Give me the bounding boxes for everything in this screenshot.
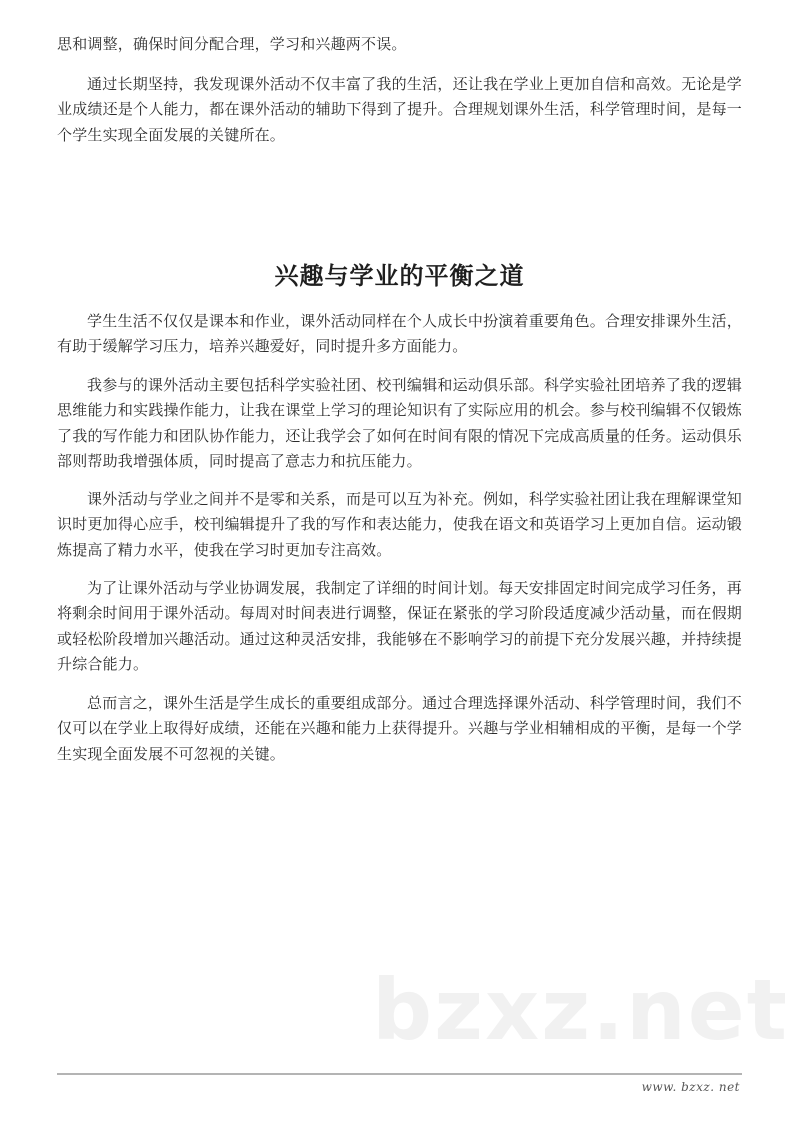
footer-divider	[57, 1073, 742, 1075]
article-paragraph-4: 为了让课外活动与学业协调发展，我制定了详细的时间计划。每天安排固定时间完成学习任务，再将剩余时间用于课外活动。每周对时间表进行调整，保证在紧张的学习阶段适度减少活动量，而在假期或轻松阶段增加兴趣活动。通过这种灵活安排，我能够在不影响学习的前提下充分发展兴趣，并持续提升综合能力。	[57, 579, 742, 673]
article-paragraph-1: 学生生活不仅仅是课本和作业，课外活动同样在个人成长中扮演着重要角色。合理安排课外生活，有助于缓解学习压力，培养兴趣爱好，同时提升多方面能力。	[57, 312, 742, 356]
continuation-paragraph-2: 通过长期坚持，我发现课外活动不仅丰富了我的生活，还让我在学业上更加自信和高效。无论是学业成绩还是个人能力，都在课外活动的辅助下得到了提升。合理规划课外生活，科学管理时间，是每一个学生实现全面发展的关键所在。	[57, 75, 742, 144]
article-paragraph-2: 我参与的课外活动主要包括科学实验社团、校刊编辑和运动俱乐部。科学实验社团培养了我的逻辑思维能力和实践操作能力，让我在课堂上学习的理论知识有了实际应用的机会。参与校刊编辑不仅锻炼了我的写作能力和团队协作能力，还让我学会了如何在时间有限的情况下完成高质量的任务。运动俱乐部则帮助我增强体质，同时提高了意志力和抗压能力。	[57, 376, 742, 470]
article-paragraph-3: 课外活动与学业之间并不是零和关系，而是可以互为补充。例如，科学实验社团让我在理解课堂知识时更加得心应手，校刊编辑提升了我的写作和表达能力，使我在语文和英语学习上更加自信。运动锻炼提高了精力水平，使我在学习时更加专注高效。	[57, 490, 742, 559]
article-title: 兴趣与学业的平衡之道	[274, 262, 525, 290]
continuation-paragraph-1: 思和调整，确保时间分配合理，学习和兴趣两不误。	[57, 35, 407, 53]
article-paragraph-5: 总而言之，课外生活是学生成长的重要组成部分。通过合理选择课外活动、科学管理时间，我们不仅可以在学业上取得好成绩，还能在兴趣和能力上获得提升。兴趣与学业相辅相成的平衡，是每一个学生实现全面发展不可忽视的关键。	[57, 694, 742, 763]
site-watermark: bzxz.net	[372, 961, 789, 1059]
footer-site-url: www. bzxz. net	[641, 1080, 740, 1094]
